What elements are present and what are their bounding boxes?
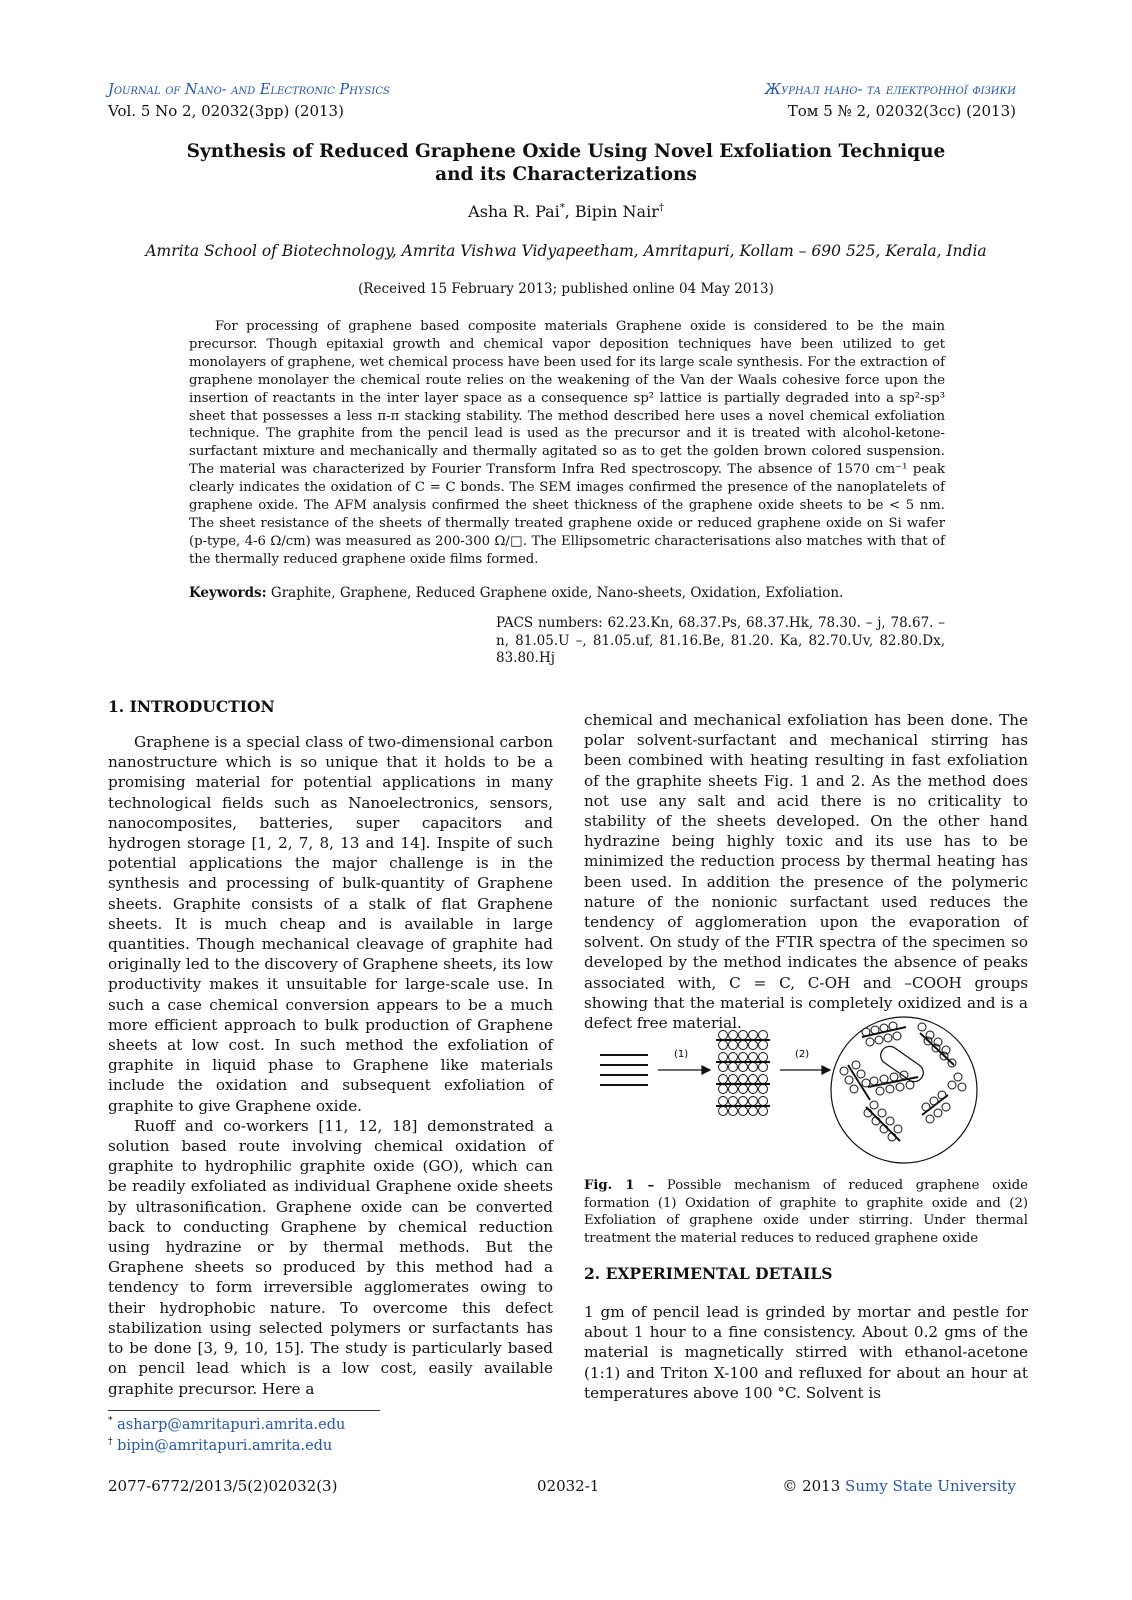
step-2-label: (2) bbox=[795, 1049, 810, 1060]
footnote-2 bbox=[108, 1437, 332, 1454]
footnote-divider bbox=[108, 1410, 380, 1411]
abstract: For processing of graphene based composite materials Graphene oxide is considered to be the main precursor. Though epitaxial growth and chemical vapor deposition techniques have been utilized to get monolayers of graphene, wet chemical process have been used for its large scale synthesis. For the extraction of graphene monolayer the chemical route relies on the weakening of the Van der Waals cohesive force upon the insertion of reactants in the inter layer space as a consequence sp² lattice is partially degraded into a sp²-sp³ sheet that possesses a less π-π stacking stability. The method described here uses a novel chemical exfoliation technique. The graphite from the pencil lead is used as the precursor and it is treated with alcohol-ketone-surfactant mixture and mechanically and thermally agitated so as to get the golden brown colored suspension. The material was characterized by Fourier Transform Infra Red spectroscopy. The absence of 1570 cm⁻¹ peak clearly indicates the oxidation of C = C bonds. The SEM images confirmed the presence of the nanoplatelets of graphene oxide. The AFM analysis confirmed the sheet thickness of the graphene oxide sheets to be < 5 nm. The sheet resistance of the sheets of thermally treated graphene oxide or reduced graphene oxide on Si wafer (p-type, 4-6 Ω/cm) was measured as 200-300 Ω/□. The Ellipsometric characterisations also matches with that of the thermally reduced graphene oxide films formed. bbox=[189, 319, 946, 567]
footer-copyright-prefix: © 2013 bbox=[782, 1477, 846, 1495]
volume-ua: Том 5 № 2, 02032(3сс) (2013) bbox=[787, 102, 1016, 120]
title-line-1: Synthesis of Reduced Graphene Oxide Using Novel Exfoliation Technique bbox=[186, 141, 946, 162]
footer-doi: 2077-6772/2013/5(2)02032(3) bbox=[108, 1477, 338, 1495]
keywords-label: Keywords: bbox=[189, 585, 267, 601]
footer-university-link[interactable]: Sumy State University bbox=[845, 1477, 1016, 1495]
affiliation: Amrita School of Biotechnology, Amrita Vishwa Vidyapeetham, Amritapuri, Kollam – 690 525, Kerala, India bbox=[145, 242, 987, 260]
experimental-column bbox=[584, 1302, 1028, 1403]
footer-copyright bbox=[782, 1477, 1016, 1495]
volume-en: Vol. 5 No 2, 02032(3pp) (2013) bbox=[108, 102, 344, 120]
author-1-mark: * bbox=[559, 202, 565, 214]
intro-paragraph-1: Graphene is a special class of two-dimensional carbon nanostructure which is so unique that it holds to be a promising material for potential applications in many technological fields such as Nanoelectronics, sensors, nanocomposites, batteries, super capacitors and hydrogen storage [1, 2, 7, 8, 13 and 14]. Inspite of such potential applications the major challenge is in the synthesis and processing of bulk-quantity of Graphene sheets. Graphite consists of a stalk of flat Graphene sheets. It is much cheap and is available in large quantities. Though mechanical cleavage of graphite had originally led to the discovery of Graphene sheets, its low productivity makes it unsuitable for large-scale use. In such a case chemical conversion appears to be a much more efficient approach to bulk production of Graphene sheets at low cost. In such method the exfoliation of graphite in liquid phase to Graphene like materials include the oxidation and subsequent exfoliation of graphite to give Graphene oxide. bbox=[108, 733, 553, 1115]
caption-text: Possible mechanism of reduced graphene oxide formation (1) Oxidation of graphite to graphite oxide and (2) Exfoliation of graphene oxide under stirring. Under thermal treatment the material reduces to reduced graphene oxide bbox=[584, 1178, 1028, 1246]
footnote-1-mark: * bbox=[108, 1416, 113, 1426]
footnote-2-mark: † bbox=[108, 1437, 113, 1447]
author-2-mark: † bbox=[658, 202, 664, 214]
title-line-2: and its Characterizations bbox=[435, 164, 697, 185]
footnote-2-email-link[interactable]: bipin@amritapuri.amrita.edu bbox=[117, 1437, 333, 1454]
figure-1-caption bbox=[584, 1177, 1028, 1247]
experimental-paragraph-1: 1 gm of pencil lead is grinded by mortar and pestle for about 1 hour to a fine consistency. About 0.2 gms of the material is magnetically stirred with ethanol-acetone (1:1) and Triton X-100 and refluxed for about an hour at temperatures above 100 °C. Solvent is bbox=[584, 1303, 1028, 1402]
graphite-oxide-stack bbox=[716, 1031, 770, 1116]
footer-page-number: 02032-1 bbox=[537, 1477, 600, 1495]
graphite-layers bbox=[600, 1055, 648, 1085]
received-date: (Received 15 February 2013; published online 04 May 2013) bbox=[358, 281, 774, 297]
journal-title-en: Journal of Nano- and Electronic Physics bbox=[108, 82, 390, 98]
author-1: Asha R. Pai bbox=[468, 202, 560, 221]
section-1-heading: 1. INTRODUCTION bbox=[108, 697, 275, 716]
right-paragraph-1: chemical and mechanical exfoliation has been done. The polar solvent-surfactant and mechanical stirring has been combined with heating resulting in fast exfoliation of the graphite sheets Fig. 1 and 2. As the method does not use any salt and acid there is no criticality to stability of the sheets developed. On the other hand hydrazine being highly toxic and its use has to be minimized the reduction process by thermal heating has been used. In addition the presence of the polymeric nature of the nonionic surfactant used reduces the tendency of agglomeration upon the evaporation of solvent. On study of the FTIR spectra of the specimen so developed by the method indicates the absence of peaks associated with, C = C, C-OH and –COOH groups showing that the material is completely oxidized and is a defect free material. bbox=[584, 711, 1028, 1033]
intro-paragraph-2: Ruoff and co-workers [11, 12, 18] demonstrated a solution based route involving chemical oxidation of graphite to hydrophilic graphite oxide (GO), which can be readily exfoliated as individual Graphene oxide sheets by ultrasonification. Graphene oxide can be converted back to conducting Graphene by chemical reduction using hydrazine or by thermal methods. But the Graphene sheets so produced by this method had a tendency to form irreversible agglomerates owing to their hydrophobic nature. To overcome this defect stabilization using selected polymers or surfactants has to be done [3, 9, 10, 15]. The study is particularly based on pencil lead which is a low cost, easily available graphite precursor. Here a bbox=[108, 1116, 553, 1398]
arrow-step-2 bbox=[780, 1066, 830, 1074]
paper-title bbox=[150, 140, 982, 186]
journal-title-ua: Журнал нано- та електронної фізики bbox=[764, 82, 1016, 98]
pacs-numbers: PACS numbers: 62.23.Kn, 68.37.Ps, 68.37.Hk, 78.30. – j, 78.67. – n, 81.05.U –, 81.05.uf, 81.16.Be, 81.20. Ka, 82.70.Uv, 82.80.Dx, 83.80.Hj bbox=[496, 615, 945, 666]
arrow-step-1 bbox=[658, 1066, 710, 1074]
intro-column bbox=[108, 732, 553, 1399]
step-1-label: (1) bbox=[674, 1049, 689, 1060]
author-2: Bipin Nair bbox=[574, 202, 659, 221]
section-2-heading: 2. EXPERIMENTAL DETAILS bbox=[584, 1264, 833, 1283]
authors bbox=[150, 202, 982, 221]
footnote-1-email-link[interactable]: asharp@amritapuri.amrita.edu bbox=[117, 1416, 346, 1433]
keywords bbox=[189, 585, 945, 601]
author-separator: , bbox=[564, 202, 575, 221]
caption-label: Fig. 1 – bbox=[584, 1178, 655, 1193]
exfoliated-sheets-container bbox=[831, 1017, 977, 1163]
right-column bbox=[584, 710, 1028, 1033]
figure-1-diagram bbox=[600, 1015, 984, 1165]
keywords-list: Graphite, Graphene, Reduced Graphene oxide, Nano-sheets, Oxidation, Exfoliation. bbox=[266, 585, 844, 601]
footnote-1 bbox=[108, 1416, 345, 1433]
